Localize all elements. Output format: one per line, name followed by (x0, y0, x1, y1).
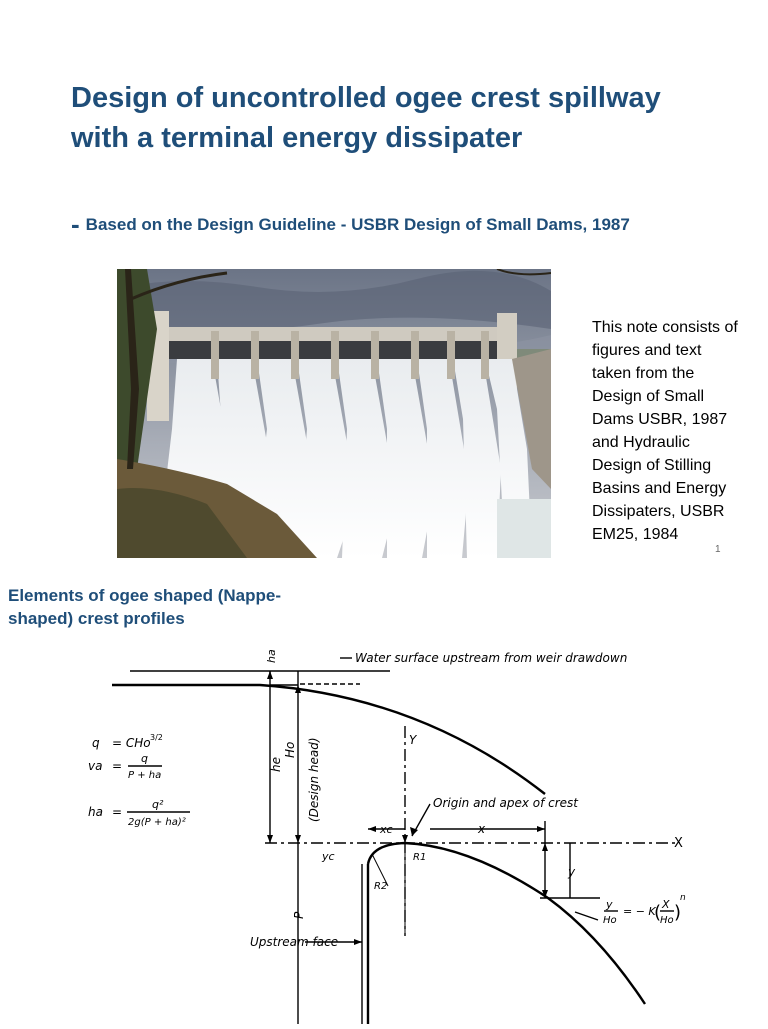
profile-x-num: X (662, 898, 670, 911)
eq1-rhs: = CHo (112, 736, 151, 750)
subtitle-text: Based on the Design Guideline - USBR Design of Small Dams, 1987 (85, 215, 630, 234)
note-text: This note consists of figures and text taken from the Design of Small Dams USBR, 1987 and Hydraulic Design of Stilling Basins and Energy Dissipaters, USBR EM25, 1984 (592, 319, 738, 543)
label-yc: yc (322, 850, 335, 863)
page-number: 1 (715, 544, 721, 555)
label-r1: R1 (413, 852, 427, 863)
profile-rhs: = − K (623, 905, 656, 918)
profile-paren-open: ( (654, 902, 662, 923)
profile-lhs-num: y (606, 898, 613, 911)
profile-exp: n (680, 893, 686, 903)
label-ho: Ho (283, 741, 297, 758)
nappe-upper-surface (112, 685, 545, 794)
eq3-lhs: ha (88, 805, 103, 819)
eq1-exp: 3/2 (150, 733, 163, 742)
ogee-crest-drawing (0, 636, 768, 1024)
eq2-num: q (141, 752, 148, 765)
dam-photo-illustration (117, 269, 551, 558)
label-Y: Y (409, 733, 417, 747)
page-title: Design of uncontrolled ogee crest spillway with a terminal energy dissipater (71, 82, 661, 154)
profile-paren-close: ) (674, 902, 682, 923)
water-surface-label: Water surface upstream from weir drawdown (355, 651, 628, 665)
label-x: x (478, 822, 486, 836)
eq3-equals: = (112, 805, 123, 819)
label-he: he (269, 757, 283, 772)
eq3-num: q² (152, 798, 164, 811)
profile-x-den: Ho (660, 915, 674, 926)
subtitle (71, 209, 731, 240)
label-y: y (568, 865, 576, 879)
eq2-lhs: va (88, 759, 103, 773)
label-xc: xc (380, 823, 393, 836)
eq2-den: P + ha (128, 770, 162, 781)
label-r2: R2 (374, 881, 388, 892)
origin-label: Origin and apex of crest (433, 796, 578, 810)
profile-lhs-den: Ho (603, 915, 617, 926)
ogee-crest-diagram (0, 636, 768, 1024)
dam-spillway-photo (117, 269, 551, 558)
label-p: P (292, 911, 306, 919)
subtitle-dash: - (71, 209, 80, 239)
eq3-den: 2g(P + ha)² (128, 817, 186, 828)
eq2-equals: = (112, 759, 123, 773)
eq1-lhs: q (92, 736, 100, 750)
x-axis-label: X (674, 836, 683, 851)
label-ha: ha (265, 649, 278, 663)
upstream-face-label: Upstream face (250, 935, 339, 949)
section-heading: Elements of ogee shaped (Nappe-shaped) crest profiles (8, 586, 281, 628)
design-head-label: (Design head) (307, 737, 321, 822)
